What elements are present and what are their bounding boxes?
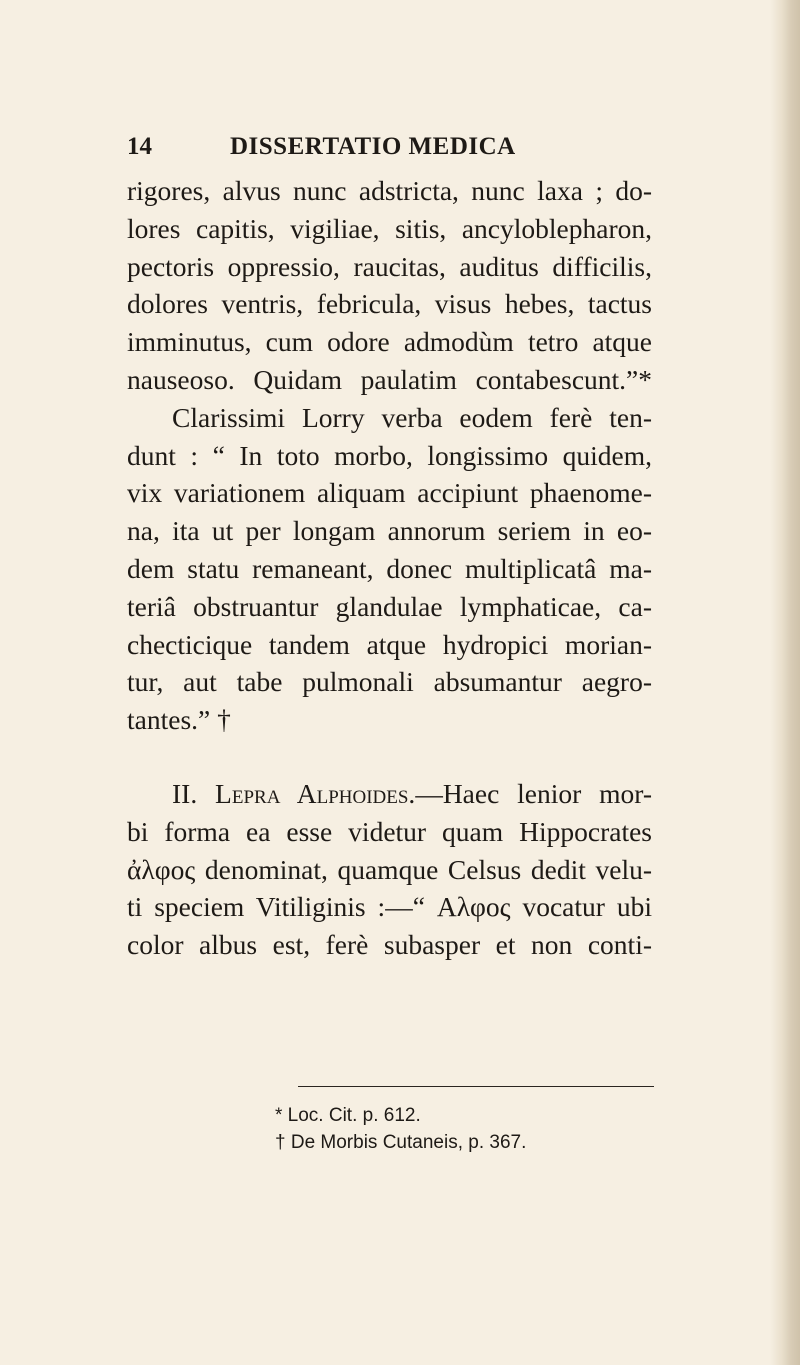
text-line-rest: —Haec lenior mor-: [415, 777, 653, 809]
page-header: [127, 130, 647, 164]
body-text: [127, 172, 652, 964]
text-line: dunt : “ In toto morbo, longissimo quidem,: [127, 439, 652, 471]
text-line: na, ita ut per longam annorum seriem in eo-: [127, 515, 652, 547]
text-line: imminutus, cum odore admodùm tetro atque: [127, 326, 652, 358]
paragraph-3: [127, 775, 652, 964]
paragraph-2: [127, 399, 652, 739]
footnote-rule: [298, 1086, 654, 1087]
text-line: Clarissimi Lorry verba eodem ferè ten-: [172, 401, 652, 433]
text-line: lores capitis, vigiliae, sitis, ancyloblepharon,: [127, 212, 652, 244]
footnote: † De Morbis Cutaneis, p. 367.: [275, 1132, 527, 1153]
text-line: dem statu remaneant, donec multiplicatâ ma-: [127, 552, 652, 584]
text-line: tantes.” †: [127, 704, 231, 736]
text-line: nauseoso. Quidam paulatim contabescunt.”*: [127, 363, 652, 395]
page-edge-shadow: [770, 0, 800, 1365]
text-line: dolores ventris, febricula, visus hebes, tactus: [127, 288, 652, 320]
text-line: bi forma ea esse videtur quam Hippocrates: [127, 815, 652, 847]
section-heading: Lepra Alphoides.: [215, 777, 416, 809]
text-line: color albus est, ferè subasper et non conti-: [127, 929, 652, 961]
text-line: pectoris oppressio, raucitas, auditus difficilis,: [127, 250, 652, 282]
paragraph-gap: [127, 739, 652, 775]
text-line: teriâ obstruantur glandulae lymphaticae, ca-: [127, 590, 652, 622]
section-numeral: II.: [172, 777, 198, 809]
text-line: ἀλφος denominat, quamque Celsus dedit velu-: [127, 853, 652, 885]
text-line: vix variationem aliquam accipiunt phaenome-: [127, 477, 652, 509]
text-line: checticique tandem atque hydropici morian-: [127, 628, 652, 660]
running-title: DISSERTATIO MEDICA: [230, 133, 516, 160]
footnotes: [275, 1102, 655, 1156]
section-heading-line: [127, 775, 652, 813]
page-number: 14: [127, 133, 152, 160]
footnote: * Loc. Cit. p. 612.: [275, 1105, 421, 1126]
paragraph-1: [127, 172, 652, 399]
text-line: ti speciem Vitiliginis :—“ Αλφος vocatur ubi: [127, 891, 652, 923]
text-line: tur, aut tabe pulmonali absumantur aegro-: [127, 666, 652, 698]
text-line: rigores, alvus nunc adstricta, nunc laxa ; do-: [127, 175, 652, 206]
